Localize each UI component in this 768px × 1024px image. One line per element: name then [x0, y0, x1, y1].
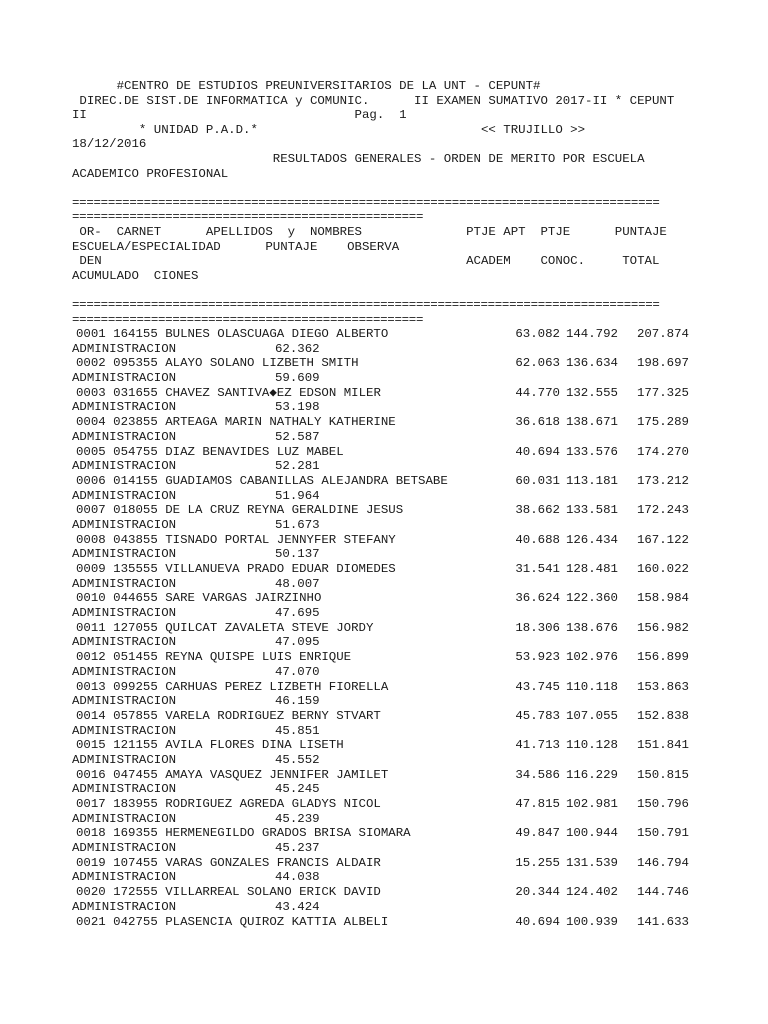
student-name: 0012 051455 REYNA QUISPE LUIS ENRIQUE [76, 650, 352, 665]
result-entry [72, 386, 712, 415]
table-row-detail [72, 900, 712, 915]
score-total: 177.325 [636, 385, 689, 400]
score-total: 141.633 [636, 914, 689, 929]
table-row [72, 885, 712, 900]
school-name: ADMINISTRACION [72, 429, 177, 444]
score-aptitude: 60.031 [515, 473, 560, 488]
score-knowledge: 133.581 [565, 503, 618, 518]
student-name: 0016 047455 AMAYA VASQUEZ JENNIFER JAMILET [76, 767, 389, 782]
accumulated-score: 48.007 [275, 576, 320, 591]
score-aptitude: 18.306 [515, 620, 560, 635]
student-name: 0017 183955 RODRIGUEZ AGREDA GLADYS NICOL [76, 797, 381, 812]
score-aptitude: 34.586 [515, 767, 560, 782]
student-name: 0021 042755 PLASENCIA QUIROZ KATTIA ALBELI [76, 914, 389, 929]
accumulated-score: 45.851 [275, 723, 320, 738]
accumulated-score: 52.281 [275, 459, 320, 474]
table-row [72, 915, 712, 930]
score-knowledge: 100.944 [565, 826, 618, 841]
score-knowledge: 144.792 [565, 327, 618, 342]
accumulated-score: 53.198 [275, 400, 320, 415]
table-row [72, 415, 712, 430]
score-aptitude: 47.815 [515, 797, 560, 812]
score-knowledge: 138.671 [565, 415, 618, 430]
score-knowledge: 100.939 [565, 914, 618, 929]
school-name: ADMINISTRACION [72, 870, 177, 885]
table-row-detail [72, 635, 712, 650]
result-entry [72, 709, 712, 738]
table-row-detail [72, 577, 712, 592]
accumulated-score: 47.095 [275, 635, 320, 650]
school-name: ADMINISTRACION [72, 341, 177, 356]
score-knowledge: 133.576 [565, 444, 618, 459]
student-name: 0005 054755 DIAZ BENAVIDES LUZ MABEL [76, 444, 344, 459]
results-list [72, 327, 712, 929]
table-row [72, 738, 712, 753]
result-entry [72, 621, 712, 650]
accumulated-score: 51.673 [275, 517, 320, 532]
header-page: II Pag. 1 [72, 108, 407, 123]
score-knowledge: 138.676 [565, 620, 618, 635]
school-name: ADMINISTRACION [72, 723, 177, 738]
result-entry [72, 474, 712, 503]
score-aptitude: 40.694 [515, 914, 560, 929]
score-knowledge: 136.634 [565, 356, 618, 371]
score-aptitude: 41.713 [515, 738, 560, 753]
student-name: 0006 014155 GUADIAMOS CABANILLAS ALEJANDRA BETSABE [76, 473, 448, 488]
result-entry [72, 591, 712, 620]
school-name: ADMINISTRACION [72, 488, 177, 503]
score-knowledge: 128.481 [565, 562, 618, 577]
result-entry [72, 768, 712, 797]
score-total: 153.863 [636, 679, 689, 694]
result-entry [72, 562, 712, 591]
score-knowledge: 102.981 [565, 797, 618, 812]
report-title-cont: ACADEMICO PROFESIONAL [72, 166, 229, 181]
score-knowledge: 102.976 [565, 650, 618, 665]
table-row [72, 856, 712, 871]
table-row [72, 503, 712, 518]
score-knowledge: 122.360 [565, 591, 618, 606]
student-name: 0013 099255 CARHUAS PEREZ LIZBETH FIORELLA [76, 679, 389, 694]
school-name: ADMINISTRACION [72, 841, 177, 856]
accumulated-score: 43.424 [275, 899, 320, 914]
school-name: ADMINISTRACION [72, 694, 177, 709]
score-aptitude: 53.923 [515, 650, 560, 665]
accumulated-score: 59.609 [275, 371, 320, 386]
score-aptitude: 40.694 [515, 444, 560, 459]
accumulated-score: 45.239 [275, 811, 320, 826]
score-aptitude: 36.618 [515, 415, 560, 430]
table-row [72, 680, 712, 695]
score-total: 152.838 [636, 708, 689, 723]
result-entry [72, 327, 712, 356]
result-entry [72, 826, 712, 855]
table-row-detail [72, 665, 712, 680]
school-name: ADMINISTRACION [72, 400, 177, 415]
student-name: 0014 057855 VARELA RODRIGUEZ BERNY STVART [76, 708, 381, 723]
result-entry [72, 797, 712, 826]
table-row [72, 650, 712, 665]
table-row-detail [72, 812, 712, 827]
student-name: 0001 164155 BULNES OLASCUAGA DIEGO ALBERTO [76, 327, 389, 342]
accumulated-score: 47.695 [275, 606, 320, 621]
results-document [72, 79, 712, 929]
school-name: ADMINISTRACION [72, 576, 177, 591]
student-name: 0011 127055 QUILCAT ZAVALETA STEVE JORDY [76, 620, 374, 635]
table-row-detail [72, 841, 712, 856]
accumulated-score: 47.070 [275, 664, 320, 679]
score-aptitude: 36.624 [515, 591, 560, 606]
result-entry [72, 885, 712, 914]
table-row [72, 533, 712, 548]
table-row-detail [72, 547, 712, 562]
table-row-detail [72, 342, 712, 357]
school-name: ADMINISTRACION [72, 459, 177, 474]
table-row-detail [72, 489, 712, 504]
score-knowledge: 113.181 [565, 473, 618, 488]
column-headers: DEN ACADEM CONOC. TOTAL [72, 254, 660, 269]
school-name: ADMINISTRACION [72, 635, 177, 650]
score-aptitude: 49.847 [515, 826, 560, 841]
score-total: 146.794 [636, 855, 689, 870]
score-total: 158.984 [636, 591, 689, 606]
score-total: 167.122 [636, 532, 689, 547]
result-entry [72, 650, 712, 679]
accumulated-score: 45.552 [275, 752, 320, 767]
score-aptitude: 43.745 [515, 679, 560, 694]
table-row [72, 445, 712, 460]
table-row-detail [72, 459, 712, 474]
score-total: 173.212 [636, 473, 689, 488]
result-entry [72, 533, 712, 562]
score-total: 174.270 [636, 444, 689, 459]
accumulated-score: 62.362 [275, 341, 320, 356]
school-name: ADMINISTRACION [72, 752, 177, 767]
separator-rule: ================================================= [72, 312, 424, 327]
school-name: ADMINISTRACION [72, 664, 177, 679]
header-date: 18/12/2016 [72, 137, 147, 152]
score-aptitude: 44.770 [515, 385, 560, 400]
result-entry [72, 915, 712, 930]
table-row-detail [72, 782, 712, 797]
school-name: ADMINISTRACION [72, 782, 177, 797]
table-row-detail [72, 371, 712, 386]
header-department: DIREC.DE SIST.DE INFORMATICA y COMUNIC. II EXAMEN SUMATIVO 2017-II * CEPUNT [72, 93, 675, 108]
score-knowledge: 107.055 [565, 708, 618, 723]
table-row [72, 327, 712, 342]
score-knowledge: 124.402 [565, 885, 618, 900]
result-entry [72, 415, 712, 444]
accumulated-score: 45.245 [275, 782, 320, 797]
score-aptitude: 20.344 [515, 885, 560, 900]
student-name: 0002 095355 ALAYO SOLANO LIZBETH SMITH [76, 356, 359, 371]
result-entry [72, 356, 712, 385]
student-name: 0008 043855 TISNADO PORTAL JENNYFER STEFANY [76, 532, 396, 547]
school-name: ADMINISTRACION [72, 517, 177, 532]
table-row-detail [72, 870, 712, 885]
table-row-detail [72, 430, 712, 445]
score-aptitude: 15.255 [515, 855, 560, 870]
school-name: ADMINISTRACION [72, 899, 177, 914]
table-row-detail [72, 606, 712, 621]
table-row [72, 826, 712, 841]
table-row-detail [72, 518, 712, 533]
accumulated-score: 45.237 [275, 841, 320, 856]
score-aptitude: 62.063 [515, 356, 560, 371]
table-row-detail [72, 753, 712, 768]
score-total: 150.791 [636, 826, 689, 841]
accumulated-score: 46.159 [275, 694, 320, 709]
school-name: ADMINISTRACION [72, 606, 177, 621]
table-row [72, 356, 712, 371]
score-total: 150.796 [636, 797, 689, 812]
score-total: 198.697 [636, 356, 689, 371]
score-aptitude: 63.082 [515, 327, 560, 342]
column-headers: ACUMULADO CIONES [72, 268, 199, 283]
score-knowledge: 131.539 [565, 855, 618, 870]
score-knowledge: 110.128 [565, 738, 618, 753]
student-name: 0020 172555 VILLARREAL SOLANO ERICK DAVID [76, 885, 381, 900]
accumulated-score: 51.964 [275, 488, 320, 503]
school-name: ADMINISTRACION [72, 811, 177, 826]
table-row-detail [72, 400, 712, 415]
score-aptitude: 40.688 [515, 532, 560, 547]
score-aptitude: 31.541 [515, 562, 560, 577]
score-total: 160.022 [636, 562, 689, 577]
student-name: 0015 121155 AVILA FLORES DINA LISETH [76, 738, 344, 753]
header-unit: * UNIDAD P.A.D.* << TRUJILLO >> [72, 122, 586, 137]
result-entry [72, 503, 712, 532]
result-entry [72, 738, 712, 767]
score-total: 151.841 [636, 738, 689, 753]
school-name: ADMINISTRACION [72, 371, 177, 386]
accumulated-score: 44.038 [275, 870, 320, 885]
student-name: 0018 169355 HERMENEGILDO GRADOS BRISA SIOMARA [76, 826, 411, 841]
score-total: 172.243 [636, 503, 689, 518]
score-total: 175.289 [636, 415, 689, 430]
table-row [72, 621, 712, 636]
table-row [72, 562, 712, 577]
result-entry [72, 680, 712, 709]
student-name: 0003 031655 CHAVEZ SANTIVA◆EZ EDSON MILER [76, 385, 381, 400]
student-name: 0007 018055 DE LA CRUZ REYNA GERALDINE JESUS [76, 503, 404, 518]
table-row-detail [72, 694, 712, 709]
separator-rule: ================================================================================== [72, 195, 660, 210]
separator-rule: ================================================= [72, 210, 424, 225]
table-row [72, 768, 712, 783]
score-total: 144.746 [636, 885, 689, 900]
score-total: 156.982 [636, 620, 689, 635]
score-aptitude: 45.783 [515, 708, 560, 723]
column-headers: OR- CARNET APELLIDOS y NOMBRES PTJE APT PTJE PUNTAJE [72, 224, 667, 239]
score-knowledge: 126.434 [565, 532, 618, 547]
score-total: 207.874 [636, 327, 689, 342]
score-knowledge: 132.555 [565, 385, 618, 400]
student-name: 0019 107455 VARAS GONZALES FRANCIS ALDAIR [76, 855, 381, 870]
score-total: 156.899 [636, 650, 689, 665]
student-name: 0010 044655 SARE VARGAS JAIRZINHO [76, 591, 322, 606]
report-title: RESULTADOS GENERALES - ORDEN DE MERITO POR ESCUELA [72, 151, 645, 166]
header-institution: #CENTRO DE ESTUDIOS PREUNIVERSITARIOS DE LA UNT - CEPUNT# [72, 79, 541, 93]
column-headers: ESCUELA/ESPECIALIDAD PUNTAJE OBSERVA [72, 239, 400, 254]
school-name: ADMINISTRACION [72, 547, 177, 562]
result-entry [72, 445, 712, 474]
student-name: 0009 135555 VILLANUEVA PRADO EDUAR DIOMEDES [76, 562, 396, 577]
score-knowledge: 110.118 [565, 679, 618, 694]
table-row [72, 709, 712, 724]
result-entry [72, 856, 712, 885]
score-total: 150.815 [636, 767, 689, 782]
accumulated-score: 50.137 [275, 547, 320, 562]
table-row [72, 591, 712, 606]
student-name: 0004 023855 ARTEAGA MARIN NATHALY KATHERINE [76, 415, 396, 430]
table-row [72, 474, 712, 489]
separator-rule: ================================================================================== [72, 297, 660, 312]
table-row [72, 386, 712, 401]
score-aptitude: 38.662 [515, 503, 560, 518]
score-knowledge: 116.229 [565, 767, 618, 782]
table-row [72, 797, 712, 812]
table-row-detail [72, 724, 712, 739]
accumulated-score: 52.587 [275, 429, 320, 444]
